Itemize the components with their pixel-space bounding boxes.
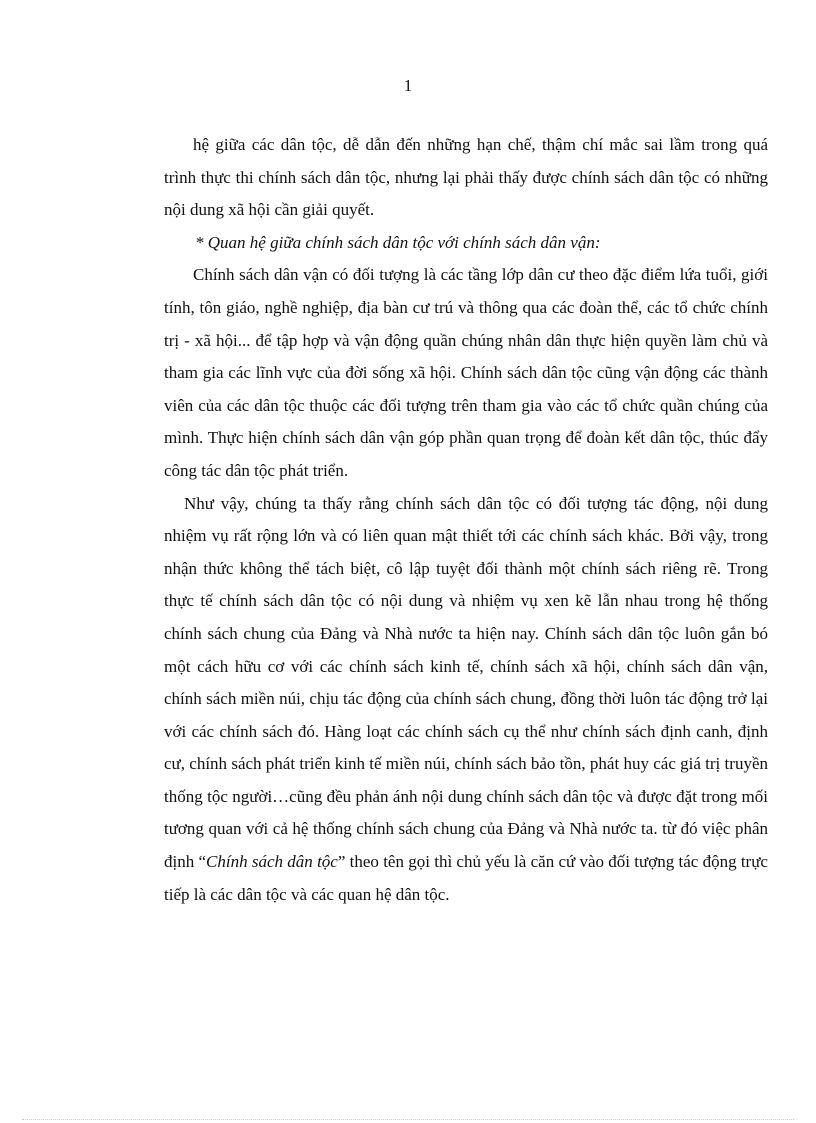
paragraph-conclusion-text-2: ” theo tên gọi thì chủ yếu là căn cứ vào đối tượng tác động trực tiếp là các dân tộc và các quan hệ dân tộc. bbox=[164, 852, 768, 904]
page-bottom-divider bbox=[22, 1119, 794, 1120]
paragraph-conclusion bbox=[164, 488, 768, 912]
page-number: 1 bbox=[403, 76, 413, 95]
section-heading: * Quan hệ giữa chính sách dân tộc với chính sách dân vận: bbox=[195, 232, 601, 252]
paragraph-continuation: hệ giữa các dân tộc, dễ dẫn đến những hạn chế, thậm chí mắc sai lầm trong quá trình thực thi chính sách dân tộc, nhưng lại phải thấy được chính sách dân tộc có những nội dung xã hội cần giải quyết. bbox=[164, 135, 768, 220]
document-body bbox=[164, 129, 768, 911]
paragraph-conclusion-text-1: Như vậy, chúng ta thấy rằng chính sách dân tộc có đối tượng tác động, nội dung nhiệm vụ rất rộng lớn và có liên quan mật thiết tới các chính sách khác. Bởi vậy, trong nhận thức không thể tách biệt, cô lập tuyệt đối thành một chính sách riêng rẽ. Trong thực tế chính sách dân tộc có nội dung và nhiệm vụ xen kẽ lẫn nhau trong hệ thống chính sách chung của Đảng và Nhà nước ta hiện nay. Chính sách dân tộc luôn gắn bó một cách hữu cơ với các chính sách kinh tế, chính sách xã hội, chính sách dân vận, chính sách miền núi, chịu tác động của chính sách chung, đồng thời luôn tác động trở lại với các chính sách đó. Hàng loạt các chính sách cụ thể như chính sách định canh, định cư, chính sách phát triển kinh tế miền núi, chính sách bảo tồn, phát huy các giá trị truyền thống tộc người…cũng đều phản ánh nội dung chính sách dân tộc và được đặt trong mối tương quan với cả hệ thống chính sách chung của Đảng và Nhà nước ta. từ đó việc phân định “ bbox=[164, 493, 768, 872]
emphasized-term: Chính sách dân tộc bbox=[206, 852, 338, 872]
paragraph-dan-van: Chính sách dân vận có đối tượng là các tầng lớp dân cư theo đặc điểm lứa tuổi, giới tính, tôn giáo, nghề nghiệp, địa bàn cư trú và thông qua các đoàn thể, các tổ chức chính trị - xã hội... để tập hợp và vận động quần chúng nhân dân thực hiện quyền làm chủ và tham gia các lĩnh vực của đời sống xã hội. Chính sách dân tộc cũng vận động các thành viên của các dân tộc thuộc các đối tượng trên tham gia vào các tổ chức quần chúng của mình. Thực hiện chính sách dân vận góp phần quan trọng để đoàn kết dân tộc, thúc đẩy công tác dân tộc phát triển. bbox=[164, 265, 768, 480]
